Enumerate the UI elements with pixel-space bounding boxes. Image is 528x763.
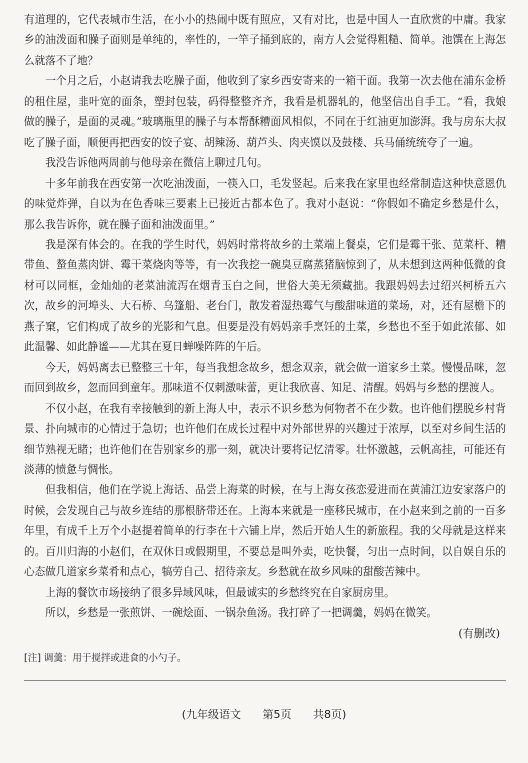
paragraph: 不仅小赵，在我有幸接触到的新上海人中，表示不识乡愁为何物者不在少数。也许他们摆脱乡村背景、扑向城市的心情过于急切；也许他们在成长过程中对外部世界的兴趣过于浓厚，以至对乡间生活的细节熟视无睹；也许他们在告别家乡的那一刻，就决计要将记忆清零。壮怀激越，云帆高挂，可能还有淡薄的愤惫与惆怅。 <box>24 402 506 476</box>
footer-subject: (九年级语文 <box>181 708 241 721</box>
footer-divider <box>24 680 506 681</box>
source-note: (有删改) <box>458 626 500 640</box>
paragraph: 一个月之后，小赵请我去吃臊子面，他收到了家乡西安寄来的一箱干面。我第一次去他在浦东金桥的租住屋，韭叶宽的面条，塑封包装，码得整整齐齐，我看是机器轧的，他坚信出自手工。“看，我娘做的臊子，是面的灵魂。”玻璃瓶里的臊子与本帮酥糟面风相似，不同在于红油更加澎湃。我与房东大叔吃了臊子面，顺便再把西安的饺子宴、胡辣汤、葫芦头、肉夹馍以及鼓楼、兵马俑统统夸了一遍。 <box>24 75 506 149</box>
paragraph: 所以，乡愁是一张煎饼、一碗烩面、一锅杂鱼汤。我打碎了一把调羹，妈妈在微笑。 <box>45 607 438 620</box>
paragraph: 我没告诉他两周前与他母亲在微信上聊过几句。 <box>45 157 268 170</box>
paragraph: 十多年前我在西安第一次吃油泼面，一筷入口，毛发竖起。后来我在家里也经常制造这种快意恩仇的味觉炸弹，自以为在色香味三要素上已接近古都本色了。我对小赵说：“你假如不确定乡愁是什么，那么我告诉你，就在臊子面和油泼面里。” <box>24 177 506 231</box>
page-footer <box>0 706 528 722</box>
paragraph: 今天，妈妈离去已整整三十年，每当我想念故乡，想念双亲，就会做一道家乡土菜。慢慢品咪，忽而回到故乡，忽而回到童年。那味道不仅刺激味蕾，更让我欣喜、知足、清醒。妈妈与乡愁的摆渡人。 <box>24 361 506 395</box>
footnote: [注] 调羹：用于搅拌或进食的小勺子。 <box>24 652 187 664</box>
article-body <box>24 10 506 624</box>
footer-page-number: 第5页 <box>262 708 292 721</box>
footer-total-pages: 共8页) <box>313 708 347 721</box>
paragraph: 但我相信，他们在学说上海话、品尝上海菜的时候，在与上海女孩恋爱进而在黄浦江边安家落户的时候，会发现自己与故乡连结的那根脐带还在。上海本来就是一座移民城市，在小赵来到之前的一百多年里，有成千上万个小赵提着简单的行李在十六铺上岸，然后开始人生的新旅程。我的父母就是这样来的。百川归海的小赵们，在双休日或假期里，不要总是叫外卖，吃快餐，匀出一点时间，以自娱自乐的心态做几道家乡菜肴和点心，犒劳自己、招待亲友。乡愁就在故乡风味的甜酸苦辣中。 <box>24 484 506 579</box>
paragraph: 有道理的，它代表城市生活，在小小的热闹中既有照应，又有对比，也是中国人一直欣赏的中庸。我家乡的油泼面和臊子面则是单纯的，率性的，一竿子捅到底的，南方人会觉得粗糙、简单。池馔在上海怎么就落不了地？ <box>24 14 506 67</box>
paragraph: 我是深有体会的。在我的学生时代，妈妈时常将故乡的土菜端上餐桌，它们是霉干张、苋菜杆、糟带鱼、螯鱼蒸肉饼、霉干菜烧肉等等，有一次我挖一碗臭豆腐蒸猪脑惊到了，从未想到这两种低微的食材可以同框，金灿灿的老菜油流泻在烟青玉白之间，世俗大美无须藏拙。我跟妈妈去过绍兴柯桥五六次，故乡的河埠头、大石桥、乌篷船、老台门，散发着湿热霉气与酸甜味道的菜场，对，还有屋檐下的燕子窠，它们构成了故乡的光影和气息。但要是没有妈妈亲手烹饪的土菜，乡愁也不至于如此浓郁、如此温馨、如此静谧——尤其在夏日蝉噪阵阵的午后。 <box>24 238 506 354</box>
paragraph: 上海的餐饮市场接纳了很多异域风味，但最诚实的乡愁终究在自家厨房里。 <box>45 586 395 599</box>
